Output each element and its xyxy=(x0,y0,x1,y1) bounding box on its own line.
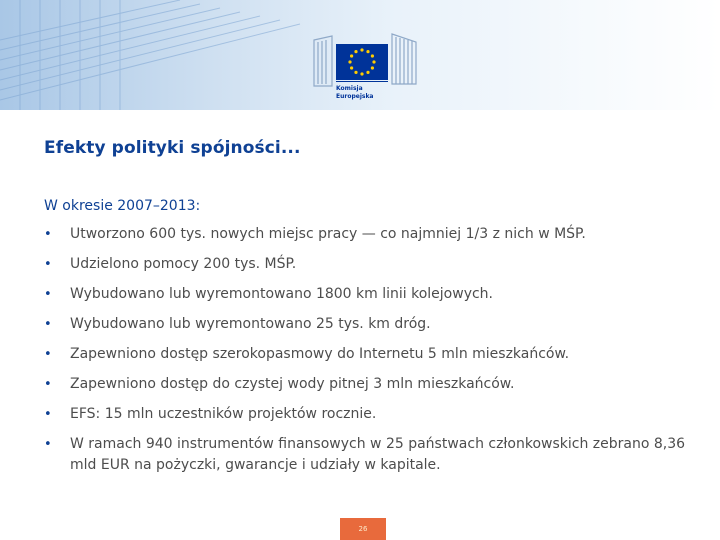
bullet-icon: • xyxy=(44,377,52,392)
bullet-icon: • xyxy=(44,347,52,362)
slide-title: Efekty polityki spójności... xyxy=(44,138,301,158)
list-item-text: Zapewniono dostęp do czystej wody pitnej 3 mln mieszkańców. xyxy=(70,376,515,392)
bullet-icon: • xyxy=(44,437,52,452)
list-item-text: Udzielono pomocy 200 tys. MŚP. xyxy=(70,256,297,272)
logo-text-line1: Komisja xyxy=(336,85,363,92)
list-item xyxy=(44,254,694,275)
list-item-text: EFS: 15 mln uczestników projektów rocznie. xyxy=(70,406,377,422)
list-item xyxy=(44,224,694,245)
list-item-text: W ramach 940 instrumentów finansowych w 25 państwach członkowskich zebrano 8,36 mld EUR na pożyczki, gwarancje i udziały w kapitale. xyxy=(70,436,686,473)
list-item-text: Wybudowano lub wyremontowano 1800 km linii kolejowych. xyxy=(70,286,494,302)
page-number: 26 xyxy=(340,518,386,540)
achievements-list xyxy=(44,224,694,485)
period-subheading: W okresie 2007–2013: xyxy=(44,198,201,214)
header-banner xyxy=(0,0,720,110)
list-item-text: Utworzono 600 tys. nowych miejsc pracy — co najmniej 1/3 z nich w MŚP. xyxy=(70,226,586,242)
bullet-icon: • xyxy=(44,287,52,302)
list-item xyxy=(44,314,694,335)
list-item xyxy=(44,284,694,305)
list-item xyxy=(44,404,694,425)
logo-text-line2: Europejska xyxy=(336,93,374,100)
bullet-icon: • xyxy=(44,227,52,242)
list-item xyxy=(44,434,694,476)
list-item-text: Wybudowano lub wyremontowano 25 tys. km dróg. xyxy=(70,316,431,332)
bullet-icon: • xyxy=(44,317,52,332)
list-item-text: Zapewniono dostęp szerokopasmowy do Internetu 5 mln mieszkańców. xyxy=(70,346,570,362)
list-item xyxy=(44,344,694,365)
list-item xyxy=(44,374,694,395)
bullet-icon: • xyxy=(44,257,52,272)
bullet-icon: • xyxy=(44,407,52,422)
european-commission-logo xyxy=(296,20,436,106)
